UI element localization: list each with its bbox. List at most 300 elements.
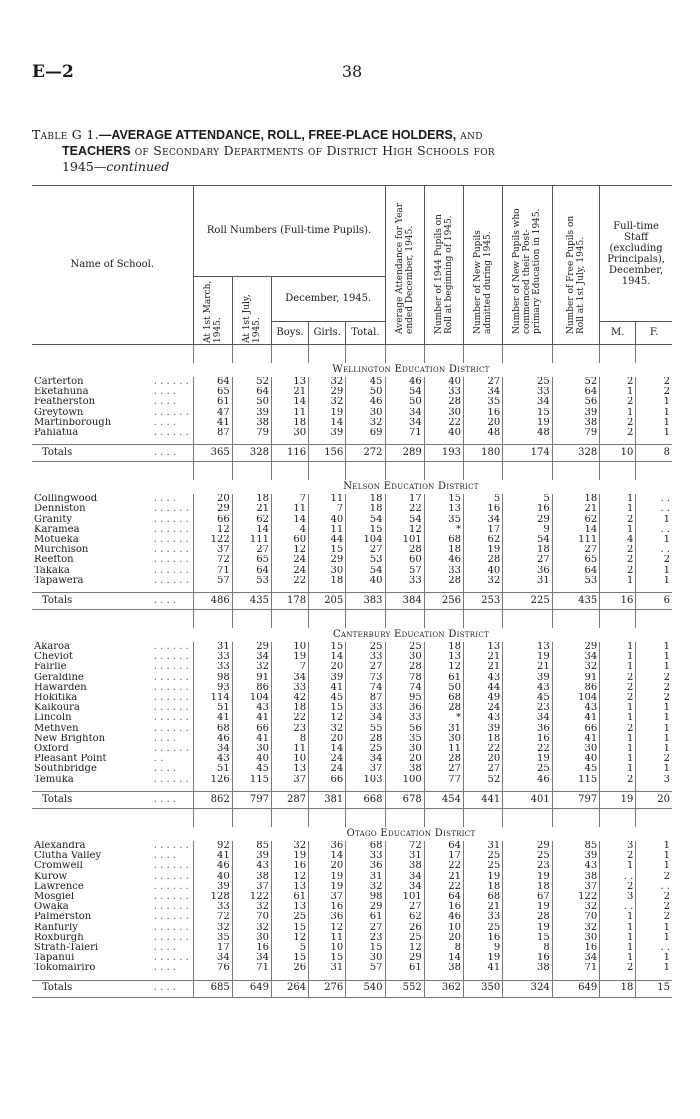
table-cell: 41	[463, 963, 502, 973]
table-cell: 17	[193, 943, 232, 953]
table-cell: 128	[193, 892, 232, 902]
table-cell: 103	[346, 775, 385, 785]
spacer-cell	[424, 462, 463, 481]
totals-label: Totals	[32, 445, 154, 462]
table-cell: 21	[271, 387, 308, 397]
table-cell: 65	[232, 555, 271, 565]
leader-dots: . . . . . .	[153, 693, 189, 704]
totals-cell: 8	[636, 445, 672, 462]
table-cell: 54	[385, 515, 424, 525]
table-cell: 34	[385, 872, 424, 882]
table-cell: 36	[385, 703, 424, 713]
table-cell: 2	[600, 566, 636, 576]
table-cell: 15	[271, 923, 308, 933]
spacer-cell	[309, 610, 346, 629]
table-cell: 28	[463, 555, 502, 565]
table-cell: 122	[193, 535, 232, 545]
spacer-cell	[193, 610, 232, 629]
table-cell: 62	[232, 515, 271, 525]
district-row	[32, 628, 672, 642]
table-cell: 60	[385, 555, 424, 565]
table-row	[32, 387, 672, 397]
table-cell: 32	[232, 662, 271, 672]
col-header-july: At 1st July, 1945.	[241, 293, 262, 343]
attendance-table	[32, 185, 672, 998]
totals-cell: 350	[463, 980, 502, 997]
table-cell: 1	[636, 418, 672, 428]
leader-dots: . . . . . .	[153, 881, 189, 892]
leader-dots: . . . . . .	[153, 377, 189, 387]
table-cell: 69	[346, 428, 385, 438]
table-cell: 122	[552, 892, 599, 902]
spacer-cell	[636, 345, 672, 364]
table-cell: 1	[636, 703, 672, 713]
school-name: Tapanui	[34, 953, 75, 964]
col-header-m: M.	[600, 322, 636, 345]
table-cell: 29	[232, 642, 271, 652]
table-cell: 29	[552, 642, 599, 652]
table-cell: 19	[309, 882, 346, 892]
table-cell: *	[424, 525, 463, 535]
totals-cell: 19	[600, 791, 636, 808]
table-cell: 13	[271, 764, 308, 774]
totals-cell: 180	[463, 445, 502, 462]
table-cell: 1	[600, 912, 636, 922]
table-cell: 11	[309, 933, 346, 943]
spacer-cell	[503, 345, 553, 364]
school-name: Hawarden	[34, 682, 87, 693]
table-cell: 54	[346, 566, 385, 576]
table-cell: 1	[636, 841, 672, 851]
table-cell: 35	[463, 397, 502, 407]
col-header-total: Total.	[346, 322, 385, 345]
table-cell: 12	[309, 713, 346, 723]
table-cell: 32	[463, 576, 502, 586]
table-cell: 22	[385, 504, 424, 514]
table-cell: 40	[193, 872, 232, 882]
table-cell: 47	[193, 408, 232, 418]
table-cell: 3	[600, 892, 636, 902]
table-cell: 20	[309, 734, 346, 744]
table-cell: 15	[271, 953, 308, 963]
table-cell: 2	[600, 882, 636, 892]
table-cell: 12	[385, 943, 424, 953]
leader-dots: . . . .	[154, 445, 193, 462]
table-cell: 43	[552, 703, 599, 713]
spacer-cell	[600, 345, 636, 364]
spacer-cell	[271, 808, 308, 827]
table-cell: 34	[346, 713, 385, 723]
totals-cell: 454	[424, 791, 463, 808]
table-cell: 11	[309, 525, 346, 535]
table-cell: 20	[463, 418, 502, 428]
table-cell: 14	[424, 953, 463, 963]
table-cell: 16	[424, 902, 463, 912]
spacer-cell	[385, 462, 424, 481]
district-name: Canterbury Education District	[332, 628, 490, 640]
leader-dots: . . . .	[153, 851, 177, 862]
table-cell: 2	[600, 963, 636, 973]
table-cell: 27	[552, 545, 599, 555]
school-name: Granity	[34, 514, 73, 525]
spacer-cell	[346, 462, 385, 481]
table-cell: 16	[503, 504, 553, 514]
spacer-cell	[463, 610, 502, 629]
table-cell: 32	[309, 397, 346, 407]
leader-dots: . . . . . .	[153, 575, 189, 586]
totals-row	[32, 445, 672, 462]
table-cell: 38	[385, 861, 424, 871]
table-cell: 1	[636, 851, 672, 861]
table-cell: 24	[271, 566, 308, 576]
table-cell: 46	[385, 377, 424, 387]
spacer-cell	[385, 345, 424, 364]
table-cell: 56	[385, 724, 424, 734]
table-row	[32, 408, 672, 418]
table-cell: 39	[193, 882, 232, 892]
table-cell: 39	[463, 724, 502, 734]
school-name: Owaka	[34, 902, 69, 913]
totals-label: Totals	[32, 593, 154, 610]
leader-dots: . . . . . .	[153, 662, 189, 673]
table-cell: 52	[232, 377, 271, 387]
totals-cell: 276	[309, 980, 346, 997]
table-cell: 27	[346, 662, 385, 672]
table-cell: 27	[424, 764, 463, 774]
table-row	[32, 744, 672, 754]
table-cell: 41	[309, 683, 346, 693]
table-cell: 31	[193, 642, 232, 652]
table-cell: 1	[636, 923, 672, 933]
table-cell: 50	[424, 683, 463, 693]
table-cell: 32	[552, 923, 599, 933]
school-name: New Brighton	[34, 733, 106, 744]
table-cell: 26	[385, 923, 424, 933]
table-cell: 50	[385, 397, 424, 407]
table-cell: 1	[636, 734, 672, 744]
leader-dots: . . . . . .	[153, 912, 189, 923]
totals-cell: 649	[552, 980, 599, 997]
table-cell: 64	[552, 387, 599, 397]
table-cell: 57	[193, 576, 232, 586]
table-cell: 21	[463, 662, 502, 672]
leader-dots: . . . . . .	[153, 535, 189, 546]
school-name: Cheviot	[34, 652, 73, 663]
table-cell: 2	[600, 683, 636, 693]
title-and: and	[460, 127, 483, 142]
leader-dots: . . . .	[153, 494, 177, 505]
table-cell: 7	[271, 662, 308, 672]
school-name: Geraldine	[34, 672, 84, 683]
table-cell: 2	[636, 892, 672, 902]
table-cell: 41	[193, 418, 232, 428]
table-cell: 34	[385, 408, 424, 418]
school-name: Tapawera	[34, 575, 84, 586]
table-cell: 31	[346, 872, 385, 882]
table-cell: 28	[385, 545, 424, 555]
table-cell: 61	[346, 912, 385, 922]
totals-cell: 272	[346, 445, 385, 462]
table-cell: 31	[385, 851, 424, 861]
totals-cell: 797	[232, 791, 271, 808]
table-cell: 93	[193, 683, 232, 693]
school-name: Carterton	[34, 377, 84, 387]
table-cell: 37	[271, 775, 308, 785]
table-cell: 12	[193, 525, 232, 535]
table-cell: 50	[346, 387, 385, 397]
table-cell: 21	[503, 662, 553, 672]
totals-cell: 668	[346, 791, 385, 808]
table-cell: 71	[232, 963, 271, 973]
totals-cell: 287	[271, 791, 308, 808]
table-cell: 29	[385, 953, 424, 963]
table-cell: 46	[424, 555, 463, 565]
table-cell: 1	[636, 724, 672, 734]
table-cell: 2	[600, 775, 636, 785]
table-cell: 31	[463, 841, 502, 851]
totals-row	[32, 593, 672, 610]
table-cell: 18	[309, 576, 346, 586]
table-cell: 38	[552, 418, 599, 428]
table-cell: 33	[385, 713, 424, 723]
table-cell: 20	[193, 494, 232, 504]
table-cell: 12	[424, 662, 463, 672]
table-cell: 29	[503, 841, 553, 851]
totals-cell: 362	[424, 980, 463, 997]
table-cell: 18	[424, 545, 463, 555]
table-cell: 50	[232, 397, 271, 407]
table-cell: 111	[232, 535, 271, 545]
table-cell: 32	[346, 418, 385, 428]
school-name: Greytown	[34, 407, 84, 418]
table-cell: . .	[636, 525, 672, 535]
table-cell: 1	[636, 662, 672, 672]
table-cell: 27	[346, 923, 385, 933]
table-cell: 37	[309, 892, 346, 902]
table-cell: 13	[271, 882, 308, 892]
spacer-cell	[600, 462, 636, 481]
leader-dots: . . . .	[153, 963, 177, 974]
title-main: —AVERAGE ATTENDANCE, ROLL, FREE-PLACE HOLDERS,	[98, 128, 457, 142]
table-cell: 19	[309, 872, 346, 882]
table-cell: 40	[309, 515, 346, 525]
table-cell: 40	[424, 428, 463, 438]
table-cell: 29	[346, 902, 385, 912]
table-cell: 115	[552, 775, 599, 785]
table-cell: 34	[193, 953, 232, 963]
table-cell: 53	[232, 576, 271, 586]
table-cell: 37	[232, 882, 271, 892]
table-cell: 22	[424, 418, 463, 428]
table-cell: 41	[232, 734, 271, 744]
table-cell: 71	[552, 963, 599, 973]
table-cell: 30	[552, 744, 599, 754]
col-header-free-pupils: Number of Free Pupils on Roll at 1st July, 1945.	[565, 215, 586, 334]
totals-cell: 16	[600, 593, 636, 610]
table-cell: 28	[424, 703, 463, 713]
table-cell: 15	[503, 933, 553, 943]
spacer-cell	[552, 345, 599, 364]
school-name: Denniston	[34, 504, 86, 515]
table-cell: 39	[309, 428, 346, 438]
table-cell: 40	[463, 566, 502, 576]
leader-dots: . . . . . .	[153, 723, 189, 734]
leader-dots: . . . . . .	[153, 407, 189, 418]
totals-label: Totals	[32, 980, 154, 997]
leader-dots: . . . . . .	[153, 840, 189, 851]
spacer-cell	[309, 462, 346, 481]
totals-row	[32, 791, 672, 808]
district-row	[32, 480, 672, 494]
table-cell: 85	[232, 841, 271, 851]
spacer-cell	[232, 610, 271, 629]
table-cell: 34	[385, 418, 424, 428]
table-cell: 36	[309, 841, 346, 851]
table-cell: . .	[600, 872, 636, 882]
table-cell: 20	[309, 861, 346, 871]
table-cell: 18	[463, 882, 502, 892]
table-cell: 34	[503, 713, 553, 723]
table-cell: 39	[552, 408, 599, 418]
table-cell: 68	[193, 724, 232, 734]
leader-dots: . . . .	[153, 764, 177, 775]
spacer-cell	[309, 808, 346, 827]
spacer-cell	[271, 462, 308, 481]
table-cell: 16	[503, 953, 553, 963]
spacer-cell	[271, 345, 308, 364]
table-cell: 48	[463, 428, 502, 438]
table-cell: 1	[636, 933, 672, 943]
table-cell: 16	[271, 861, 308, 871]
totals-cell: 10	[600, 445, 636, 462]
table-cell: 62	[385, 912, 424, 922]
totals-cell: 384	[385, 593, 424, 610]
table-cell: 35	[385, 734, 424, 744]
table-cell: 25	[271, 912, 308, 922]
table-cell: 17	[463, 525, 502, 535]
table-cell: 28	[424, 754, 463, 764]
table-cell: 1	[600, 943, 636, 953]
table-cell: 72	[385, 841, 424, 851]
table-cell: 1	[600, 734, 636, 744]
table-cell: 38	[385, 764, 424, 774]
table-cell: 43	[463, 673, 502, 683]
table-cell: 15	[346, 943, 385, 953]
table-cell: 1	[600, 703, 636, 713]
table-cell: 15	[503, 408, 553, 418]
table-cell: 53	[346, 555, 385, 565]
table-cell: 43	[503, 683, 553, 693]
table-cell: 20	[385, 754, 424, 764]
table-cell: 5	[503, 494, 553, 504]
table-cell: 104	[552, 693, 599, 703]
table-cell: . .	[636, 504, 672, 514]
table-cell: 1	[600, 861, 636, 871]
table-cell: 33	[193, 652, 232, 662]
table-cell: 25	[503, 851, 553, 861]
totals-cell: 649	[232, 980, 271, 997]
table-cell: 39	[552, 851, 599, 861]
table-row	[32, 673, 672, 683]
col-header-roll-group: Roll Numbers (Full-time Pupils).	[193, 186, 385, 277]
table-cell: 21	[232, 504, 271, 514]
table-cell: 22	[424, 882, 463, 892]
table-cell: 14	[309, 418, 346, 428]
table-row	[32, 576, 672, 586]
school-name: Akaroa	[34, 642, 71, 653]
table-cell: 18	[552, 494, 599, 504]
table-cell: 1	[600, 923, 636, 933]
totals-cell: 797	[552, 791, 599, 808]
table-cell: 15	[309, 703, 346, 713]
table-row	[32, 953, 672, 963]
leader-dots: . . . . . .	[153, 514, 189, 525]
leader-dots: . . . . . .	[153, 555, 189, 566]
table-cell: *	[424, 713, 463, 723]
school-name: Temuka	[34, 774, 74, 785]
table-cell: 18	[503, 882, 553, 892]
table-cell: 122	[232, 892, 271, 902]
table-row	[32, 851, 672, 861]
table-cell: 11	[309, 494, 346, 504]
table-cell: 25	[385, 933, 424, 943]
table-cell: 34	[271, 673, 308, 683]
table-cell: 60	[271, 535, 308, 545]
leader-dots: . . . . . .	[153, 744, 189, 755]
table-cell: 38	[232, 872, 271, 882]
table-cell: 61	[193, 397, 232, 407]
table-cell: 12	[385, 525, 424, 535]
school-name: Lincoln	[34, 713, 72, 724]
table-row	[32, 418, 672, 428]
table-cell: 61	[271, 892, 308, 902]
table-cell: 40	[346, 576, 385, 586]
leader-dots: . . . . . .	[153, 652, 189, 663]
table-cell: 85	[552, 841, 599, 851]
table-cell: 33	[385, 576, 424, 586]
table-cell: 34	[503, 397, 553, 407]
leader-dots: . . . . . .	[153, 713, 189, 724]
table-row	[32, 515, 672, 525]
totals-cell: 15	[636, 980, 672, 997]
table-cell: 8	[271, 734, 308, 744]
table-cell: 22	[463, 744, 502, 754]
table-cell: 1	[600, 662, 636, 672]
totals-cell: 20	[636, 791, 672, 808]
table-row	[32, 724, 672, 734]
col-header-march: At 1st March, 1945.	[202, 280, 223, 343]
table-cell: 16	[309, 902, 346, 912]
totals-cell: 441	[463, 791, 502, 808]
table-cell: 18	[271, 703, 308, 713]
table-cell: 13	[424, 504, 463, 514]
table-row	[32, 703, 672, 713]
table-cell: 54	[346, 515, 385, 525]
table-cell: 46	[424, 912, 463, 922]
table-cell: 10	[309, 943, 346, 953]
spacer-cell	[600, 610, 636, 629]
table-cell: 28	[424, 576, 463, 586]
table-cell: 2	[600, 418, 636, 428]
col-header-boys: Boys.	[271, 322, 308, 345]
table-cell: 15	[346, 525, 385, 535]
table-cell: 31	[424, 724, 463, 734]
col-header-december: December, 1945.	[271, 277, 385, 322]
table-cell: 43	[232, 861, 271, 871]
table-cell: 66	[552, 724, 599, 734]
table-cell: 19	[271, 851, 308, 861]
page-header	[32, 62, 672, 82]
